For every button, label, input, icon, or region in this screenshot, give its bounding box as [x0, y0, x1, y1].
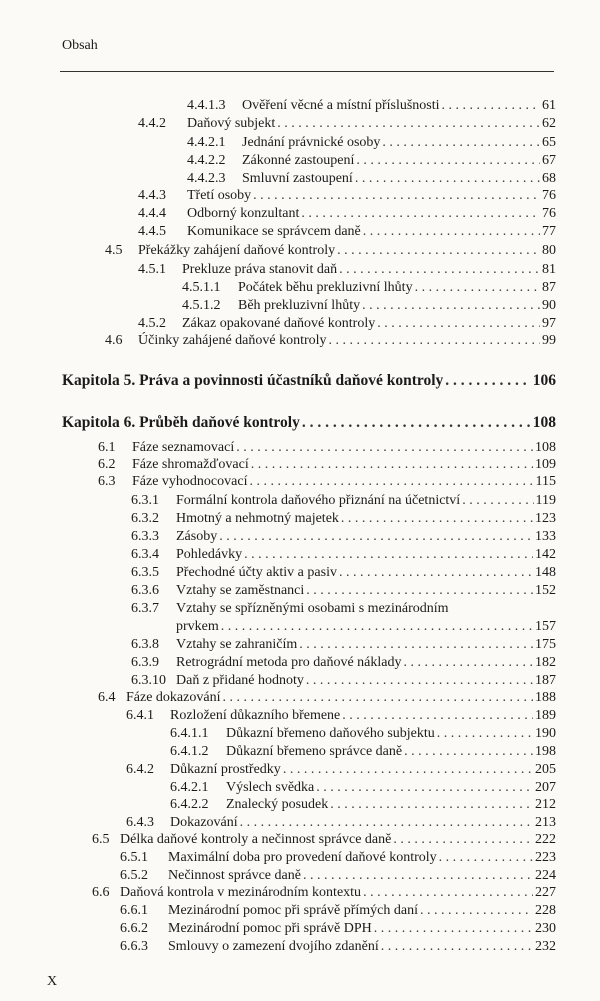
toc-entry-number: 6.4.1.1: [170, 726, 209, 741]
toc-entry: [182, 298, 556, 314]
toc-entry-title: Retrográdní metoda pro daňové náklady: [176, 655, 402, 670]
toc-entry-number: 6.6.2: [120, 921, 148, 936]
toc-entry-title: prvkem: [176, 619, 219, 634]
toc-entry-page: 190: [535, 726, 556, 741]
toc-entry-page: 232: [535, 939, 556, 954]
toc-entry-page: 77: [542, 224, 556, 239]
toc-entry-number: 4.5.1: [138, 262, 166, 277]
toc-entry-title: Kapitola 6. Průběh daňové kontroly: [62, 414, 300, 431]
toc-entry-number: 6.3.10: [131, 673, 166, 688]
toc-entry-title: Běh prekluzivní lhůty: [238, 298, 361, 313]
toc-entry: [131, 511, 556, 527]
toc-entry-page: 90: [542, 298, 556, 313]
toc-entry-page: 133: [535, 529, 556, 544]
toc-leader-dots: [356, 153, 540, 169]
toc-entry-title: Maximální doba pro provedení daňové kontroly: [168, 850, 437, 865]
toc-entry-page: 87: [542, 280, 556, 295]
toc-leader-dots: [363, 885, 533, 901]
toc-leader-dots: [374, 921, 533, 937]
toc-entry-page: 76: [542, 188, 556, 203]
toc-leader-dots: [249, 474, 533, 490]
toc-entry-title: Mezinárodní pomoc při správě DPH: [168, 921, 372, 936]
toc-leader-dots: [362, 298, 540, 314]
toc-entry-page: 228: [535, 903, 556, 918]
toc-entry-number: 6.6: [92, 885, 110, 900]
toc-leader-dots: [363, 224, 540, 240]
toc-entry-number: 6.4.1.2: [170, 744, 209, 759]
header-rule: [60, 71, 554, 72]
toc-entry-page: 62: [542, 116, 556, 131]
toc-entry-page: 123: [535, 511, 556, 526]
toc-entry-number: 4.4.2.2: [187, 153, 226, 168]
toc-entry: [126, 708, 556, 724]
toc-entry-title: Důkazní břemeno daňového subjektu: [226, 726, 435, 741]
toc-leader-dots: [341, 511, 533, 527]
toc-entry-page: 213: [535, 815, 556, 830]
toc-entry-title: Fáze vyhodnocovací: [132, 474, 248, 489]
toc-entry: [182, 280, 556, 296]
toc-entry-title: Výslech svědka: [226, 780, 315, 795]
toc-leader-dots: [337, 243, 540, 259]
toc-entry-page: 109: [535, 457, 556, 472]
toc-entry-title: Rozložení důkazního břemene: [170, 708, 341, 723]
toc-entry-number: 6.3.7: [131, 601, 159, 616]
toc-entry: [138, 316, 556, 332]
toc-entry-page: 67: [542, 153, 556, 168]
toc-entry-number: 6.4.2.1: [170, 780, 209, 795]
toc-entry-page: 106: [532, 372, 556, 389]
toc-chapter-entry: [62, 372, 556, 390]
toc-entry: [98, 440, 556, 456]
toc-entry-number: 6.1: [98, 440, 116, 455]
toc-entry-title: Smluvní zastoupení: [242, 171, 353, 186]
toc-entry: [126, 815, 556, 831]
toc-entry-title: Překážky zahájení daňové kontroly: [138, 243, 336, 258]
running-header: Obsah: [62, 38, 98, 53]
toc-entry-title: Daňový subjekt: [187, 116, 276, 131]
toc-entry-number: 4.4.3: [138, 188, 166, 203]
toc-entry-page: 61: [542, 98, 556, 113]
toc-entry-title: Smlouvy o zamezení dvojího zdanění: [168, 939, 379, 954]
toc-entry-title: Komunikace se správcem daně: [187, 224, 361, 239]
toc-entry-title: Daňová kontrola v mezinárodním kontextu: [120, 885, 362, 900]
toc-entry: [131, 493, 556, 509]
toc-entry-page: 223: [535, 850, 556, 865]
toc-leader-dots: [302, 414, 531, 432]
toc-leader-dots: [277, 116, 540, 132]
toc-entry-title: Fáze seznamovací: [132, 440, 235, 455]
toc-leader-dots: [330, 797, 533, 813]
toc-entry: [92, 832, 556, 848]
toc-entry: [170, 744, 556, 760]
toc-entry-page: 189: [535, 708, 556, 723]
toc-entry-title: Formální kontrola daňového přiznání na účetnictví: [176, 493, 461, 508]
toc-entry: [131, 547, 556, 563]
toc-entry-page: 119: [535, 493, 556, 508]
toc-entry: [187, 135, 556, 151]
toc-entry: [138, 262, 556, 278]
toc-entry-number: 6.5: [92, 832, 110, 847]
toc-entry-title: Důkazní břemeno správce daně: [226, 744, 403, 759]
toc-entry-title: Prekluze práva stanovit daň: [182, 262, 338, 277]
toc-entry-number: 6.6.1: [120, 903, 148, 918]
toc-entry-title: Hmotný a nehmotný majetek: [176, 511, 339, 526]
toc-entry-number: 6.4.2: [126, 762, 154, 777]
toc-entry-number: 6.5.1: [120, 850, 148, 865]
toc-entry-title: Počátek běhu prekluzivní lhůty: [238, 280, 413, 295]
toc-entry-title: Kapitola 5. Práva a povinnosti účastníků daňové kontroly: [62, 372, 444, 389]
toc-entry-page: 212: [535, 797, 556, 812]
toc-entry: [98, 690, 556, 706]
toc-entry-title: Délka daňové kontroly a nečinnost správce daně: [120, 832, 392, 847]
toc-entry: [138, 206, 556, 222]
toc-entry: [92, 885, 556, 901]
toc-entry-number: 4.5: [105, 243, 123, 258]
toc-entry: [120, 921, 556, 937]
toc-entry: [138, 224, 556, 240]
toc-entry-number: 4.6: [105, 333, 123, 348]
toc-entry-number: 4.5.1.2: [182, 298, 221, 313]
toc-entry-number: 4.5.2: [138, 316, 166, 331]
toc-leader-dots: [445, 372, 530, 390]
page-number: X: [47, 974, 58, 989]
toc-entry-number: 6.2: [98, 457, 116, 472]
toc-leader-dots: [306, 673, 533, 689]
toc-entry: [98, 474, 556, 490]
toc-entry: [187, 98, 556, 114]
toc-entry-page: 227: [535, 885, 556, 900]
toc-entry-number: 6.4: [98, 690, 116, 705]
toc-leader-dots: [462, 493, 533, 509]
toc-entry-title: Zásoby: [176, 529, 218, 544]
toc-entry-page: 68: [542, 171, 556, 186]
toc-entry-page: 175: [535, 637, 556, 652]
toc-entry-number: 6.3.9: [131, 655, 159, 670]
toc-entry-page: 99: [542, 333, 556, 348]
toc-leader-dots: [306, 583, 533, 599]
toc-entry-number: 4.4.4: [138, 206, 166, 221]
toc-entry-page: 224: [535, 868, 556, 883]
toc-entry-title: Zákonné zastoupení: [242, 153, 355, 168]
toc-leader-dots: [382, 135, 540, 151]
toc-entry-number: 6.6.3: [120, 939, 148, 954]
toc-entry-number: 6.4.3: [126, 815, 154, 830]
toc-leader-dots: [299, 637, 533, 653]
toc-entry-title: Jednání právnické osoby: [242, 135, 381, 150]
toc-entry-number: 6.3.2: [131, 511, 159, 526]
toc-leader-dots: [283, 762, 533, 778]
toc-leader-dots: [221, 619, 533, 635]
toc-leader-dots: [240, 815, 533, 831]
toc-entry: [176, 619, 556, 635]
toc-entry-title: Zákaz opakované daňové kontroly: [182, 316, 376, 331]
toc-leader-dots: [219, 529, 533, 545]
toc-leader-dots: [404, 744, 533, 760]
toc-entry-number: 4.4.2.1: [187, 135, 226, 150]
toc-entry-title: Odborný konzultant: [187, 206, 300, 221]
toc-leader-dots: [253, 188, 540, 204]
toc-entry-title: Znalecký posudek: [226, 797, 329, 812]
toc-entry: [131, 565, 556, 581]
toc-entry-page: 65: [542, 135, 556, 150]
toc-leader-dots: [329, 333, 540, 349]
toc-leader-dots: [439, 850, 533, 866]
toc-entry: [131, 673, 556, 689]
toc-leader-dots: [251, 457, 533, 473]
toc-entry-title: Účinky zahájené daňové kontroly: [138, 333, 327, 348]
toc-entry-page: 198: [535, 744, 556, 759]
toc-entry-page: 81: [542, 262, 556, 277]
toc-entry-number: 4.4.2: [138, 116, 166, 131]
toc-entry: [98, 457, 556, 473]
toc-entry-page: 115: [535, 474, 556, 489]
toc-entry: [170, 780, 556, 796]
toc-entry-page: 76: [542, 206, 556, 221]
toc-chapter-entry: [62, 414, 556, 432]
toc-entry-title: Pohledávky: [176, 547, 243, 562]
toc-entry-number: 6.4.2.2: [170, 797, 209, 812]
toc-entry: [131, 583, 556, 599]
toc-entry-title: Důkazní prostředky: [170, 762, 281, 777]
toc-leader-dots: [222, 690, 533, 706]
toc-leader-dots: [342, 708, 533, 724]
toc-entry: [187, 171, 556, 187]
toc-entry: [120, 868, 556, 884]
toc-leader-dots: [244, 547, 533, 563]
toc-entry-title: Třetí osoby: [187, 188, 252, 203]
toc-entry-number: 4.4.2.3: [187, 171, 226, 186]
toc-entry: [170, 726, 556, 742]
toc-entry-number: 6.3.6: [131, 583, 159, 598]
toc-leader-dots: [339, 565, 533, 581]
toc-entry-page: 205: [535, 762, 556, 777]
toc-leader-dots: [236, 440, 533, 456]
toc-entry: [131, 637, 556, 653]
toc-entry-title: Fáze shromažďovací: [132, 457, 249, 472]
toc-entry-title: Ověření věcné a místní příslušnosti: [242, 98, 440, 113]
toc-entry: [170, 797, 556, 813]
toc-entry: [120, 939, 556, 955]
toc-entry-number: 6.3.5: [131, 565, 159, 580]
toc-leader-dots: [420, 903, 533, 919]
toc-entry-title: Přechodné účty aktiv a pasiv: [176, 565, 337, 580]
toc-entry-title: Dokazování: [170, 815, 238, 830]
toc-entry: [138, 116, 556, 132]
toc-entry-title: Vztahy se zaměstnanci: [176, 583, 305, 598]
toc-leader-dots: [301, 206, 540, 222]
toc-entry-number: 4.4.5: [138, 224, 166, 239]
toc-leader-dots: [415, 280, 540, 296]
toc-entry-number: 6.3.3: [131, 529, 159, 544]
toc-entry-page: 142: [535, 547, 556, 562]
toc-leader-dots: [442, 98, 540, 114]
toc-leader-dots: [403, 655, 533, 671]
toc-entry-title: Daň z přidané hodnoty: [176, 673, 304, 688]
toc-entry-page: 80: [542, 243, 556, 258]
toc-entry-page: 182: [535, 655, 556, 670]
toc-entry: [126, 762, 556, 778]
toc-entry-page: 152: [535, 583, 556, 598]
toc-entry-number: 6.3.8: [131, 637, 159, 652]
toc-entry-title: Fáze dokazování: [126, 690, 221, 705]
toc-entry: [105, 333, 556, 349]
toc-entry: [131, 601, 556, 617]
toc-leader-dots: [381, 939, 533, 955]
toc-entry-page: 187: [535, 673, 556, 688]
toc-entry-title: Nečinnost správce daně: [168, 868, 301, 883]
toc-entry-number: 4.5.1.1: [182, 280, 221, 295]
toc-entry-page: 108: [532, 414, 556, 431]
toc-entry: [187, 153, 556, 169]
toc-entry-page: 148: [535, 565, 556, 580]
toc-entry-number: 6.3: [98, 474, 116, 489]
toc-leader-dots: [339, 262, 540, 278]
toc-entry-title: Mezinárodní pomoc při správě přímých daní: [168, 903, 418, 918]
toc-entry: [138, 188, 556, 204]
toc-entry-number: 6.5.2: [120, 868, 148, 883]
toc-entry-page: 222: [535, 832, 556, 847]
toc-leader-dots: [303, 868, 533, 884]
toc-entry: [120, 850, 556, 866]
toc-entry: [131, 529, 556, 545]
toc-entry-title: Vztahy se spřízněnými osobami s mezinárodním: [176, 601, 449, 616]
toc-entry-number: 6.3.1: [131, 493, 159, 508]
toc-entry-number: 6.3.4: [131, 547, 159, 562]
toc-entry-page: 97: [542, 316, 556, 331]
toc-entry-number: 4.4.1.3: [187, 98, 226, 113]
toc-leader-dots: [355, 171, 540, 187]
toc-entry-title: Vztahy se zahraničím: [176, 637, 298, 652]
toc-entry-page: 207: [535, 780, 556, 795]
toc-entry-number: 6.4.1: [126, 708, 154, 723]
toc-entry-page: 230: [535, 921, 556, 936]
toc-leader-dots: [316, 780, 533, 796]
toc-leader-dots: [393, 832, 533, 848]
toc-entry: [120, 903, 556, 919]
toc-leader-dots: [437, 726, 533, 742]
toc-entry: [131, 655, 556, 671]
toc-entry: [105, 243, 556, 259]
toc-entry-page: 108: [535, 440, 556, 455]
toc-entry-page: 188: [535, 690, 556, 705]
toc-entry-page: 157: [535, 619, 556, 634]
toc-leader-dots: [377, 316, 540, 332]
